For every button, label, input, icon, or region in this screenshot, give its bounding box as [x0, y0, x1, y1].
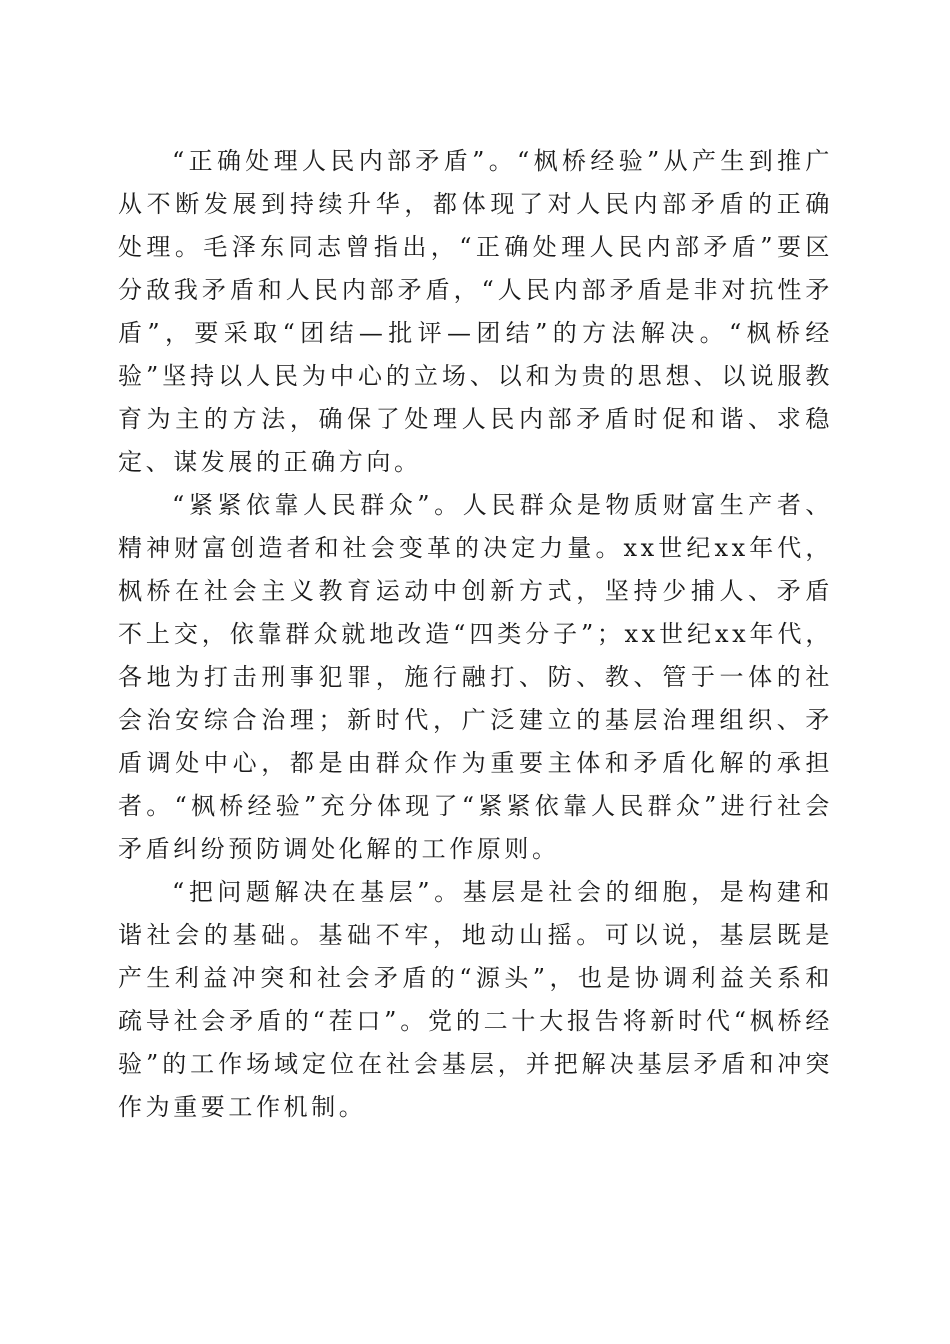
paragraph-rely-on-masses: “紧紧依靠人民群众”。人民群众是物质财富生产者、精神财富创造者和社会变革的决定力量。xx世纪xx年代，枫桥在社会主义教育运动中创新方式，坚持少捕人、矛盾不上交，依靠群众就地改造“四类分子”；xx世纪xx年代，各地为打击刑事犯罪，施行融打、防、教、管于一体的社会治安综合治理；新时代，广泛建立的基层治理组织、矛盾调处中心，都是由群众作为重要主体和矛盾化解的承担者。“枫桥经验”充分体现了“紧紧依靠人民群众”进行社会矛盾纠纷预防调处化解的工作原则。	[118, 491, 833, 863]
paragraph-correct-handling: “正确处理人民内部矛盾”。“枫桥经验”从产生到推广从不断发展到持续升华，都体现了对人民内部矛盾的正确处理。毛泽东同志曾指出，“正确处理人民内部矛盾”要区分敌我矛盾和人民内部矛盾，“人民内部矛盾是非对抗性矛盾”，要采取“团结—批评—团结”的方法解决。“枫桥经验”坚持以人民为中心的立场、以和为贵的思想、以说服教育为主的方法，确保了处理人民内部矛盾时促和谐、求稳定、谋发展的正确方向。	[118, 147, 833, 476]
paragraph-solve-at-grassroots: “把问题解决在基层”。基层是社会的细胞，是构建和谐社会的基础。基础不牢，地动山摇。可以说，基层既是产生利益冲突和社会矛盾的“源头”，也是协调利益关系和疏导社会矛盾的“茬口”。党的二十大报告将新时代“枫桥经验”的工作场域定位在社会基层，并把解决基层矛盾和冲突作为重要工作机制。	[118, 878, 833, 1121]
document-body	[118, 140, 833, 1129]
